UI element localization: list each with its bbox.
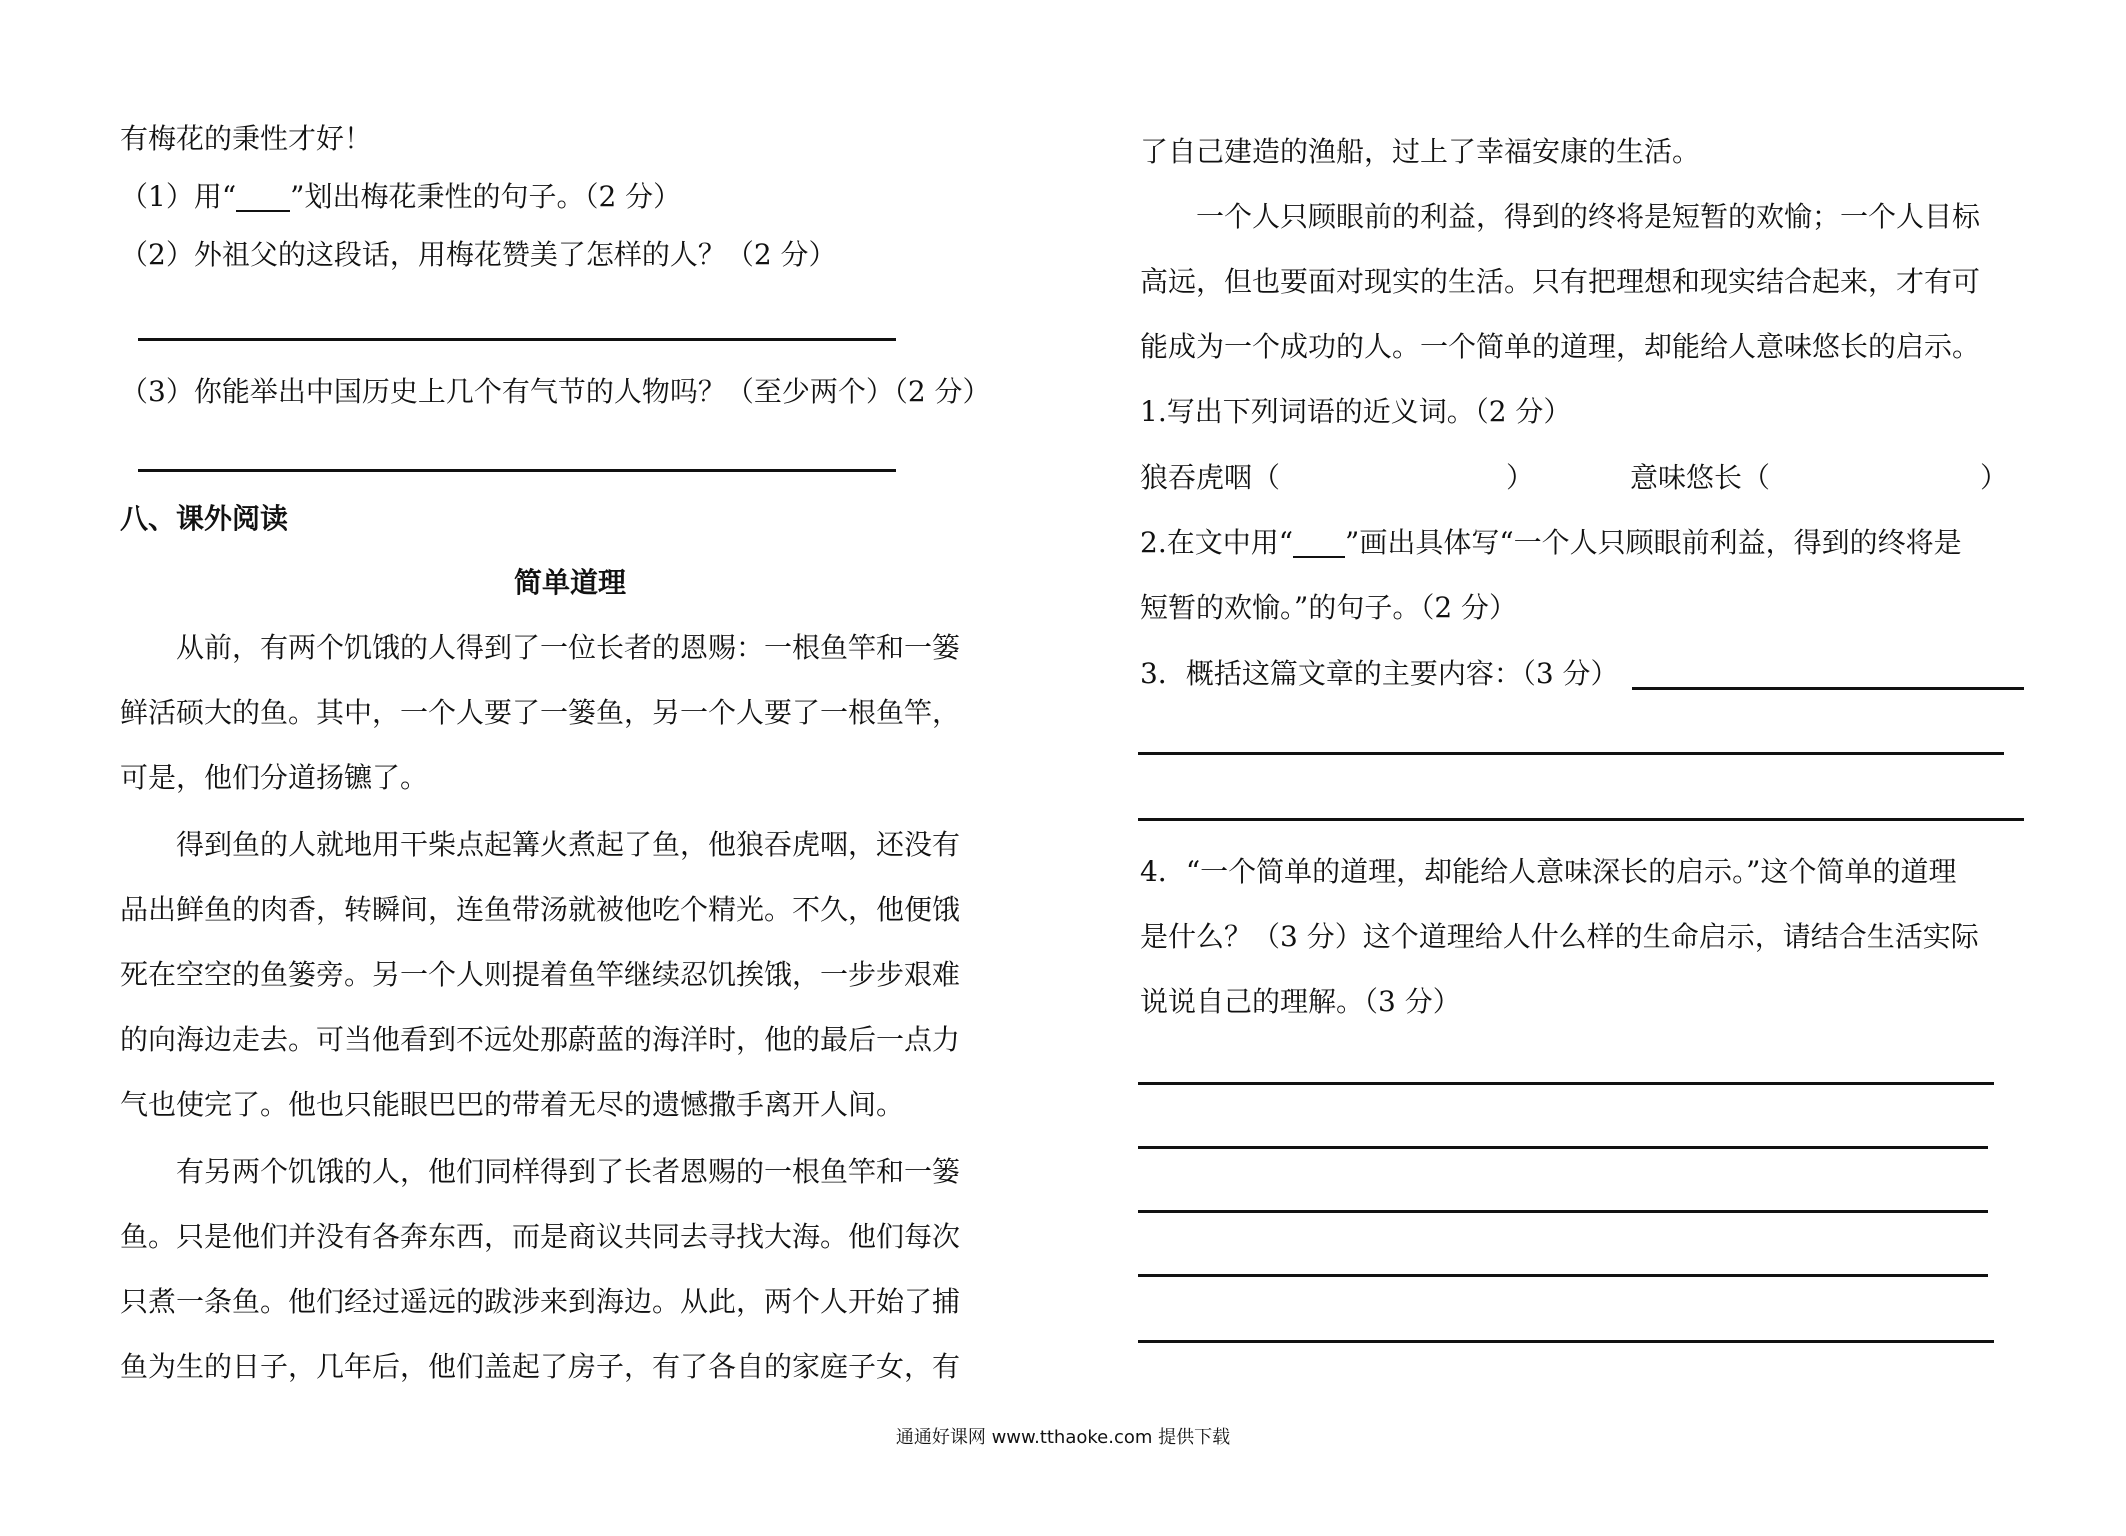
question-3: 3．概括这篇文章的主要内容：（3 分） xyxy=(1140,657,1619,690)
story-line: 鱼为生的日子，几年后，他们盖起了房子，有了各自的家庭子女，有 xyxy=(120,1350,961,1383)
answer-line[interactable] xyxy=(1138,818,2024,821)
word2-label: 意味悠长（ xyxy=(1630,461,1771,494)
underline-sample xyxy=(236,186,290,212)
question-2 xyxy=(1140,525,1962,561)
question-2-cont: 短暂的欢愉。”的句子。（2 分） xyxy=(1140,591,1518,624)
section-title: 八、课外阅读 xyxy=(120,502,289,535)
q2-suffix: ”画出具体写“一个人只顾眼前利益，得到的终将是 xyxy=(1345,526,1962,559)
underline-sample xyxy=(1293,532,1345,558)
answer-line[interactable] xyxy=(1138,752,2004,755)
story-line: 从前，有两个饥饿的人得到了一位长者的恩赐：一根鱼竿和一篓 xyxy=(176,631,961,664)
answer-line[interactable] xyxy=(138,469,896,472)
text-line: 有梅花的秉性才好！ xyxy=(120,122,373,155)
synonym-row xyxy=(1140,460,2008,496)
question-4-line: 说说自己的理解。（3 分） xyxy=(1140,985,1461,1018)
question-3: （3）你能举出中国历史上几个有气节的人物吗？（至少两个）（2 分） xyxy=(120,375,991,408)
question-2: （2）外祖父的这段话，用梅花赞美了怎样的人？（2 分） xyxy=(120,238,837,271)
left-column xyxy=(120,0,1020,1536)
answer-line[interactable] xyxy=(1138,1274,1988,1277)
word1-close: ） xyxy=(1506,461,1535,494)
answer-line[interactable] xyxy=(1138,1082,1994,1085)
answer-line[interactable] xyxy=(1138,1146,1988,1149)
question-4-line: 是什么？（3 分）这个道理给人什么样的生命启示，请结合生活实际 xyxy=(1140,920,1979,953)
q2-prefix: 2.在文中用“ xyxy=(1140,526,1294,559)
story-line: 有另两个饥饿的人，他们同样得到了长者恩赐的一根鱼竿和一篓 xyxy=(176,1155,961,1188)
q1-prefix: （1）用“ xyxy=(120,180,237,213)
story-line: 气也使完了。他也只能眼巴巴的带着无尽的遗憾撒手离开人间。 xyxy=(120,1088,905,1121)
story-line: 一个人只顾眼前的利益，得到的终将是短暂的欢愉；一个人目标 xyxy=(1196,200,1981,233)
answer-line[interactable] xyxy=(1138,1340,1994,1343)
word1-label: 狼吞虎咽（ xyxy=(1140,461,1281,494)
story-line: 鱼。只是他们并没有各奔东西，而是商议共同去寻找大海。他们每次 xyxy=(120,1220,961,1253)
answer-line[interactable] xyxy=(1138,1210,1988,1213)
story-line: 高远，但也要面对现实的生活。只有把理想和现实结合起来，才有可 xyxy=(1140,265,1981,298)
story-title: 简单道理 xyxy=(513,566,626,599)
question-1: 1.写出下列词语的近义词。（2 分） xyxy=(1140,395,1572,428)
answer-line[interactable] xyxy=(138,338,896,341)
story-line: 只煮一条鱼。他们经过遥远的跋涉来到海边。从此，两个人开始了捕 xyxy=(120,1285,961,1318)
right-column xyxy=(1140,0,2040,1536)
story-line: 得到鱼的人就地用干柴点起篝火煮起了鱼，他狼吞虎咽，还没有 xyxy=(176,828,961,861)
word2-close: ） xyxy=(1980,461,2009,494)
footer: 通通好课网 www.tthaoke.com 提供下载 xyxy=(895,1427,1231,1448)
question-1 xyxy=(120,179,681,215)
question-4-line: 4．“一个简单的道理，却能给人意味深长的启示。”这个简单的道理 xyxy=(1140,855,1957,888)
story-line: 品出鲜鱼的肉香，转瞬间，连鱼带汤就被他吃个精光。不久，他便饿 xyxy=(120,893,961,926)
story-line: 了自己建造的渔船，过上了幸福安康的生活。 xyxy=(1140,135,1701,168)
story-line: 死在空空的鱼篓旁。另一个人则提着鱼竿继续忍饥挨饿，一步步艰难 xyxy=(120,958,961,991)
story-line: 能成为一个成功的人。一个简单的道理，却能给人意味悠长的启示。 xyxy=(1140,330,1981,363)
answer-line[interactable] xyxy=(1632,687,2024,690)
story-line: 鲜活硕大的鱼。其中，一个人要了一篓鱼，另一个人要了一根鱼竿， xyxy=(120,696,961,729)
q1-suffix: ”划出梅花秉性的句子。（2 分） xyxy=(290,180,682,213)
story-line: 的向海边走去。可当他看到不远处那蔚蓝的海洋时，他的最后一点力 xyxy=(120,1023,961,1056)
story-line: 可是，他们分道扬镳了。 xyxy=(120,761,429,794)
